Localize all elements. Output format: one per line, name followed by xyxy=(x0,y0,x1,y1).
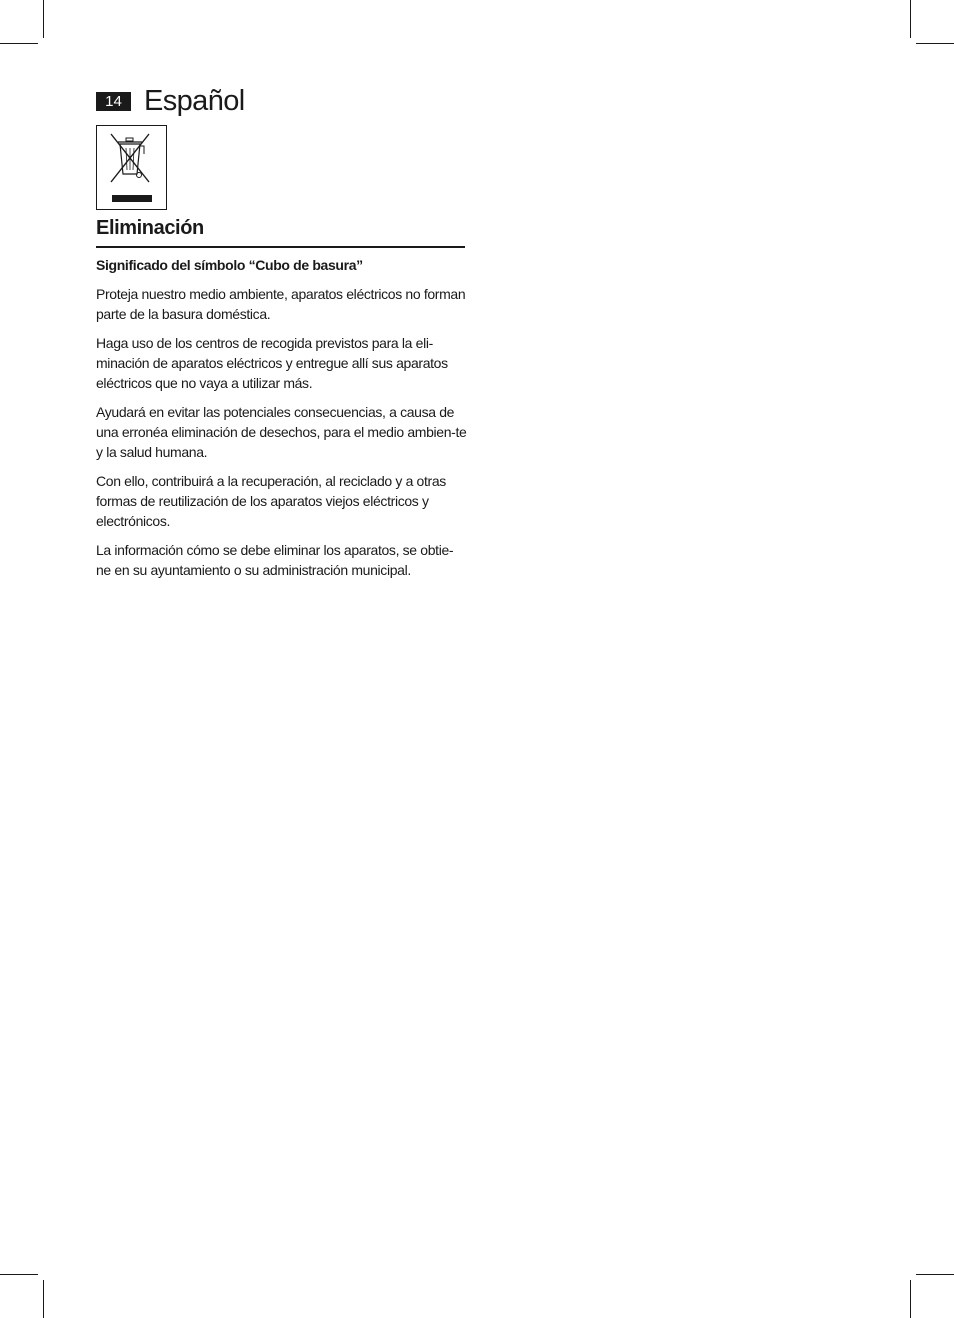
crossed-out-wheelie-bin-icon xyxy=(97,126,165,208)
crop-mark-bottom-right-horizontal xyxy=(916,1274,954,1275)
paragraph-3: Ayudará en evitar las potenciales consecuencias, a causa de una erronéa eliminación de desechos, para el medio ambien-te y la salud humana. xyxy=(96,404,467,460)
section-title: Eliminación xyxy=(96,217,204,239)
symbol-meaning-subheading: Significado del símbolo “Cubo de basura” xyxy=(96,257,363,273)
crop-mark-top-right-horizontal xyxy=(916,43,954,44)
paragraph-4: Con ello, contribuirá a la recuperación, al reciclado y a otras formas de reutilización de los aparatos viejos eléctricos y electrónicos. xyxy=(96,473,446,529)
paragraph-1: Proteja nuestro medio ambiente, aparatos eléctricos no forman parte de la basura doméstica. xyxy=(96,286,466,322)
section-divider xyxy=(96,246,465,248)
crop-mark-top-left-vertical xyxy=(43,0,44,38)
section-body xyxy=(96,255,468,589)
crop-mark-bottom-left-vertical xyxy=(43,1280,44,1318)
paragraph-2: Haga uso de los centros de recogida previstos para la eli-minación de aparatos eléctricos y entregue allí sus aparatos eléctricos que no vaya a utilizar más. xyxy=(96,335,448,391)
paragraph-5: La información cómo se debe eliminar los aparatos, se obtie-ne en su ayuntamiento o su administración municipal. xyxy=(96,542,454,578)
page-number: 14 xyxy=(96,92,131,111)
crop-mark-top-left-horizontal xyxy=(0,43,38,44)
crop-mark-bottom-left-horizontal xyxy=(0,1274,38,1275)
language-title: Español xyxy=(144,85,245,117)
crop-mark-bottom-right-vertical xyxy=(910,1280,911,1318)
crop-mark-top-right-vertical xyxy=(910,0,911,38)
weee-symbol-box xyxy=(96,125,167,210)
